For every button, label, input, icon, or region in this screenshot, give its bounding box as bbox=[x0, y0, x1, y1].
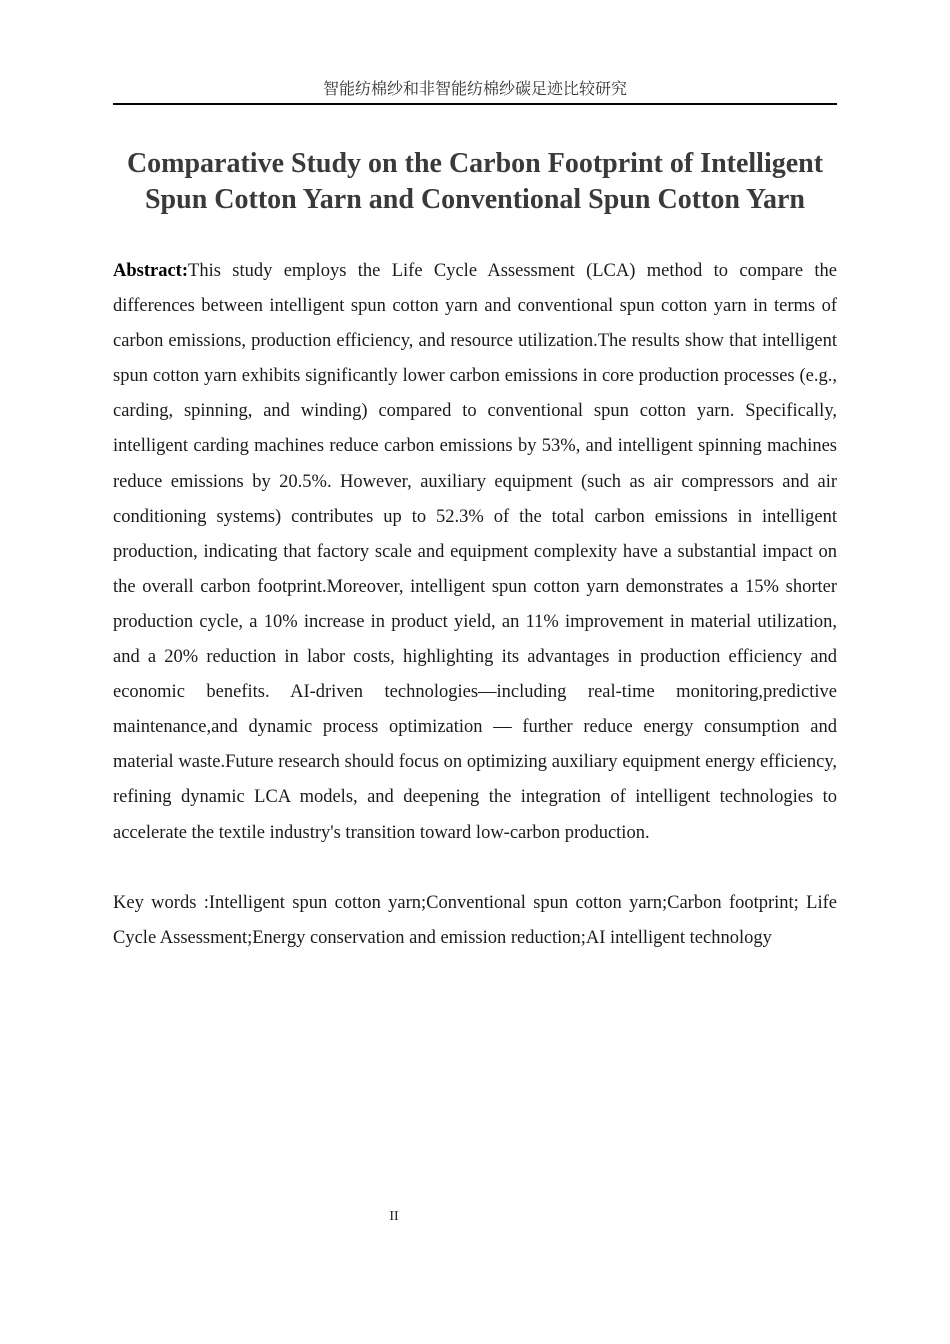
page-number: II bbox=[389, 1209, 399, 1224]
abstract-label: Abstract: bbox=[113, 261, 189, 281]
header-rule bbox=[113, 103, 837, 105]
abstract-paragraph bbox=[113, 254, 837, 851]
abstract-text: This study employs the Life Cycle Assessment (LCA) method to compare the differences between intelligent spun cotton yarn and conventional spun cotton yarn in terms of carbon emissions, production efficiency, and resource utilization.The results show that intelligent spun cotton yarn exhibits significantly lower carbon emissions in core production processes (e.g., carding, spinning, and winding) compared to conventional spun cotton yarn. Specifically, intelligent carding machines reduce carbon emissions by 53%, and intelligent spinning machines reduce emissions by 20.5%. However, auxiliary equipment (such as air compressors and air conditioning systems) contributes up to 52.3% of the total carbon emissions in intelligent production, indicating that factory scale and equipment complexity have a substantial impact on the overall carbon footprint.Moreover, intelligent spun cotton yarn demonstrates a 15% shorter production cycle, a 10% increase in product yield, an 11% improvement in material utilization, and a 20% reduction in labor costs, highlighting its advantages in production efficiency and economic benefits. AI-driven technologies—including real-time monitoring,predictive maintenance,and dynamic process optimization — further reduce energy consumption and material waste.Future research should focus on optimizing auxiliary equipment energy efficiency, refining dynamic LCA models, and deepening the integration of intelligent technologies to accelerate the textile industry's transition toward low-carbon production. bbox=[113, 261, 837, 843]
keywords-paragraph bbox=[113, 886, 837, 956]
paper-title: Comparative Study on the Carbon Footprint of Intelligent Spun Cotton Yarn and Conventional Spun Cotton Yarn bbox=[126, 148, 824, 215]
keywords-label: Key words : bbox=[113, 893, 209, 913]
keywords-text: Intelligent spun cotton yarn;Conventional spun cotton yarn;Carbon footprint; Life Cycle Assessment;Energy conservation and emission reduction;AI intelligent technology bbox=[113, 893, 837, 949]
running-header: 智能纺棉纱和非智能纺棉纱碳足迹比较研究 bbox=[322, 79, 627, 98]
